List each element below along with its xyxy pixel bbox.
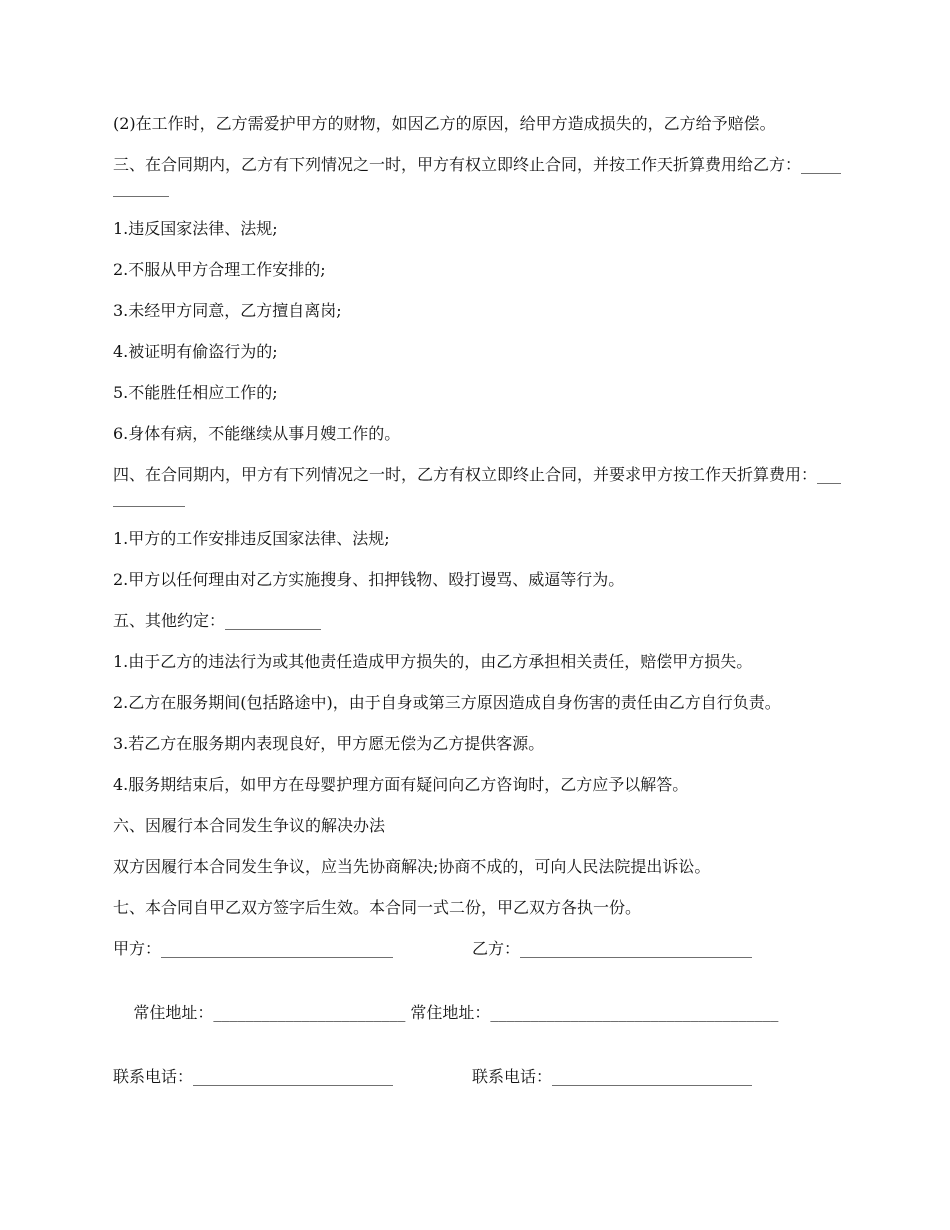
phone-row xyxy=(113,1065,848,1088)
contract-page xyxy=(113,112,848,1106)
section-5-item-3: 3.若乙方在服务期内表现良好，甲方愿无偿为乙方提供客源。 xyxy=(113,734,545,753)
section-3-item-6: 6.身体有病，不能继续从事月嫂工作的。 xyxy=(113,424,401,443)
section-5-item-4: 4.服务期结束后，如甲方在母婴护理方面有疑问向乙方咨询时，乙方应予以解答。 xyxy=(113,775,689,794)
section-5-heading: 五、其他约定：____________ xyxy=(113,611,322,630)
section-4-item-1: 1.甲方的工作安排违反国家法律、法规; xyxy=(113,529,390,548)
party-a-phone-field: 联系电话：_________________________ xyxy=(113,1067,394,1086)
party-b-signature-field: 乙方：_____________________________ xyxy=(472,939,753,958)
party-a-signature-field: 甲方：_____________________________ xyxy=(113,939,394,958)
address-fields: 常住地址：________________________ 常住地址：____________________________________ xyxy=(133,1003,779,1022)
clause-damage-compensation: (2)在工作时，乙方需爱护甲方的财物，如因乙方的原因，给甲方造成损失的，乙方给予赔偿。 xyxy=(113,114,776,133)
section-4-heading: 四、在合同期内，甲方有下列情况之一时，乙方有权立即终止合同，并要求甲方按工作天折算费用：____________ xyxy=(113,465,842,507)
section-7-heading: 七、本合同自甲乙双方签字后生效。本合同一式二份，甲乙双方各执一份。 xyxy=(113,898,642,917)
section-3-item-1: 1.违反国家法律、法规; xyxy=(113,219,278,238)
party-b-phone-field: 联系电话：_________________________ xyxy=(472,1067,753,1086)
section-3-item-5: 5.不能胜任相应工作的; xyxy=(113,383,278,402)
section-5-item-2: 2.乙方在服务期间(包括路途中)，由于自身或第三方原因造成自身伤害的责任由乙方自行负责。 xyxy=(113,693,781,712)
section-3-item-3: 3.未经甲方同意，乙方擅自离岗; xyxy=(113,301,342,320)
address-row xyxy=(113,978,848,1047)
section-6-body: 双方因履行本合同发生争议，应当先协商解决;协商不成的，可向人民法院提出诉讼。 xyxy=(113,857,711,876)
section-5-item-1: 1.由于乙方的违法行为或其他责任造成甲方损失的，由乙方承担相关责任，赔偿甲方损失。 xyxy=(113,652,753,671)
section-3-heading: 三、在合同期内，乙方有下列情况之一时，甲方有权立即终止合同，并按工作天折算费用给乙方：____________ xyxy=(113,155,842,197)
section-3-item-2: 2.不服从甲方合理工作安排的; xyxy=(113,260,326,279)
section-3-item-4: 4.被证明有偷盗行为的; xyxy=(113,342,278,361)
section-4-item-2: 2.甲方以任何理由对乙方实施搜身、扣押钱物、殴打谩骂、威逼等行为。 xyxy=(113,570,625,589)
signature-row xyxy=(113,937,848,960)
section-6-heading: 六、因履行本合同发生争议的解决办法 xyxy=(113,816,386,835)
